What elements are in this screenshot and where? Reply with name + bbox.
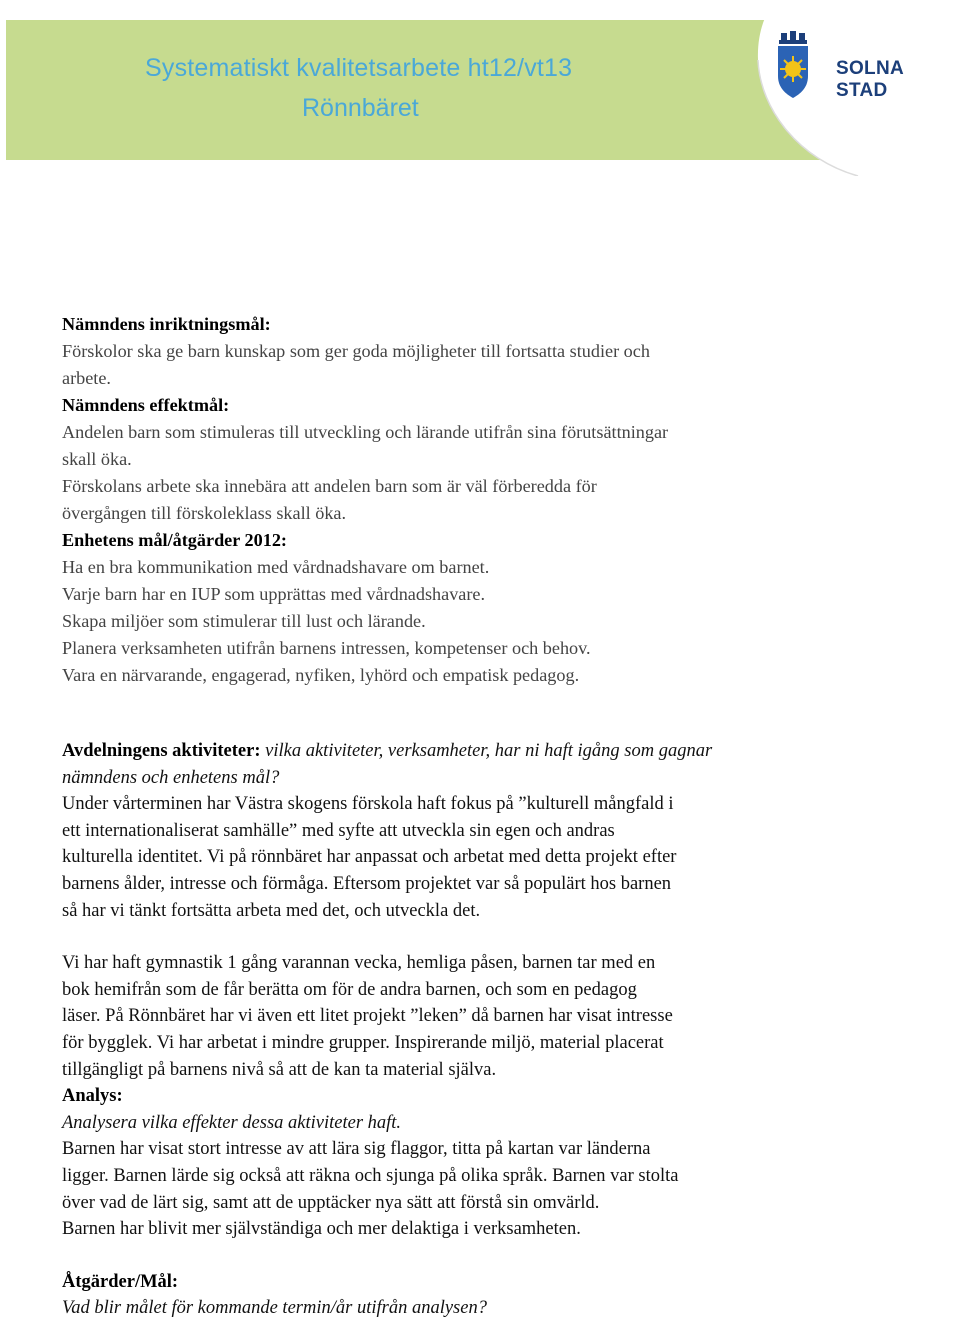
text-line: Förskolor ska ge barn kunskap som ger goda möjligheter till fortsatta studier och — [62, 341, 650, 361]
logo-text: SOLNA STAD — [836, 58, 904, 101]
text-line: för bygglek. Vi har arbetat i mindre grupper. Inspirerande miljö, material placerat — [62, 1032, 664, 1053]
goals-section — [62, 311, 668, 689]
text-line: ligger. Barnen lärde sig också att räkna och sjunga på olika språk. Barnen var stolta — [62, 1165, 679, 1186]
analysis-question: Analysera vilka effekter dessa aktiviteter haft. — [62, 1112, 402, 1133]
heading-analys: Analys: — [62, 1086, 123, 1107]
coat-of-arms-icon — [778, 31, 808, 98]
text-line: Vi har haft gymnastik 1 gång varannan vecka, hemliga påsen, barnen tar med en — [62, 953, 656, 974]
text-line: arbete. — [62, 368, 111, 388]
text-line: Planera verksamheten utifrån barnens intressen, kompetenser och behov. — [62, 638, 591, 658]
heading-atgarder: Åtgärder/Mål: — [62, 1271, 179, 1292]
text-line: barnens ålder, intresse och förmåga. Eftersom projektet var så populärt hos barnen — [62, 873, 672, 894]
measures-question: Vad blir målet för kommande termin/år utifrån analysen? — [62, 1298, 487, 1319]
heading-inriktningsmal: Nämndens inriktningsmål: — [62, 314, 271, 334]
text-line: Skapa miljöer som stimulerar till lust och lärande. — [62, 611, 426, 631]
text-line: Andelen barn som stimuleras till utveckling och lärande utifrån sina förutsättningar — [62, 422, 669, 442]
heading-enhetens-mal: Enhetens mål/åtgärder 2012: — [62, 530, 287, 550]
activities-section — [62, 738, 712, 1322]
text-line: Barnen har visat stort intresse av att lära sig flaggor, titta på kartan var länderna — [62, 1139, 651, 1160]
heading-aktiviteter: Avdelningens aktiviteter: — [62, 741, 261, 761]
text-line: så har vi tänkt fortsätta arbeta med det, och utveckla det. — [62, 900, 481, 921]
text-line: Vara en närvarande, engagerad, nyfiken, lyhörd och empatisk pedagog. — [62, 665, 580, 685]
text-line: tillgängligt på barnens nivå så att de kan ta material själva. — [62, 1059, 497, 1080]
text-line: bok hemifrån som de får berätta om för de andra barnen, och som en pedagog — [62, 979, 637, 1000]
text-line: övergången till förskoleklass skall öka. — [62, 503, 347, 523]
text-line: läser. På Rönnbäret har vi även ett litet projekt ”leken” då barnen har visat intresse — [62, 1006, 673, 1027]
text-line: kulturella identitet. Vi på rönnbäret har anpassat och arbetat med detta projekt efter — [62, 847, 677, 868]
document-title: Systematiskt kvalitetsarbete ht12/vt13 — [145, 54, 573, 82]
text-line: Varje barn har en IUP som upprättas med vårdnadshavare. — [62, 584, 486, 604]
text-line: skall öka. — [62, 449, 132, 469]
text-line: Förskolans arbete ska innebära att andelen barn som är väl förberedda för — [62, 476, 597, 496]
text-line: Under vårterminen har Västra skogens förskola haft fokus på ”kulturell mångfald i — [62, 794, 674, 815]
activities-question: vilka aktiviteter, verksamheter, har ni haft igång som gagnar — [265, 741, 713, 761]
document-subtitle: Rönnbäret — [302, 94, 419, 122]
text-line: Ha en bra kommunikation med vårdnadshavare om barnet. — [62, 557, 490, 577]
text-line: Barnen har blivit mer självständiga och mer delaktiga i verksamheten. — [62, 1219, 581, 1240]
text-line: över vad de lärt sig, samt att de upptäcker nya sätt att förstå sin omvärld. — [62, 1192, 600, 1213]
heading-effektmal: Nämndens effektmål: — [62, 395, 230, 415]
activities-question: nämndens och enhetens mål? — [62, 767, 280, 788]
text-line: ett internationaliserat samhälle” med syfte att utveckla sin egen och andras — [62, 820, 615, 841]
